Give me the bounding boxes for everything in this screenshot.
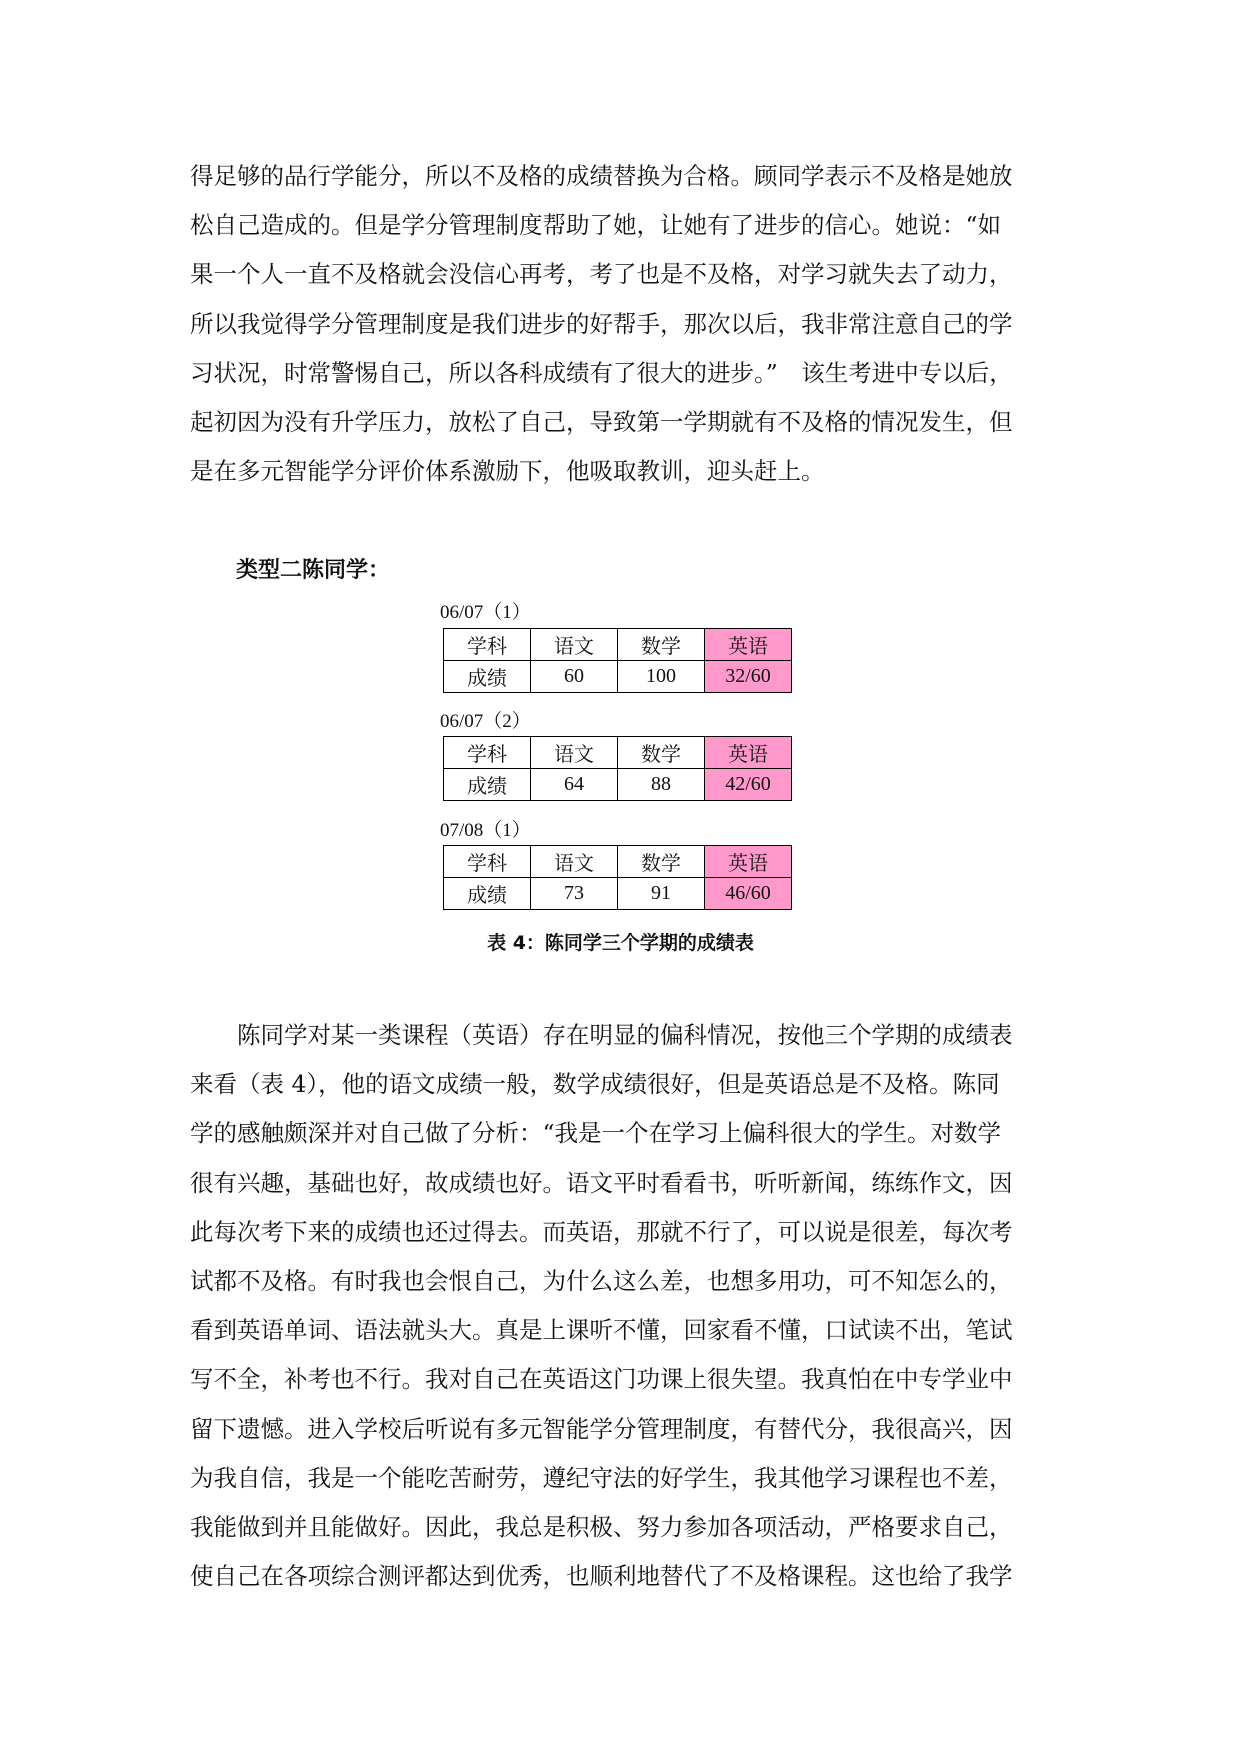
table-cell: 学科 (444, 846, 531, 878)
table-row (444, 661, 792, 693)
table-cell: 60 (531, 661, 618, 693)
grade-table (443, 736, 792, 801)
table-cell: 成绩 (444, 661, 531, 693)
text-line: 试都不及格。有时我也会恨自己，为什么这么差，也想多用功，可不知怎么的， (190, 1267, 1013, 1296)
table-cell-highlight: 42/60 (705, 769, 792, 801)
text-line: 得足够的品行学能分，所以不及格的成绩替换为合格。顾同学表示不及格是她放 (190, 162, 1013, 190)
text-line: 起初因为没有升学压力，放松了自己，导致第一学期就有不及格的情况发生，但 (190, 408, 1013, 437)
text-line: 使自己在各项综合测评都达到优秀，也顺利地替代了不及格课程。这也给了我学 (190, 1562, 1013, 1591)
table-cell: 语文 (531, 629, 618, 661)
table-row (444, 878, 792, 910)
table-cell: 88 (618, 769, 705, 801)
table-cell-highlight: 英语 (705, 737, 792, 769)
semester-label: 07/08（1） (440, 820, 531, 841)
text-line: 来看（表 4），他的语文成绩一般，数学成绩很好，但是英语总是不及格。陈同 (190, 1070, 1000, 1099)
text-line: 为我自信，我是一个能吃苦耐劳，遵纪守法的好学生，我其他学习课程也不差， (190, 1463, 1013, 1492)
text-line: 很有兴趣，基础也好，故成绩也好。语文平时看看书，听听新闻，练练作文，因 (190, 1168, 1013, 1197)
semester-label: 06/07（1） (440, 602, 531, 623)
text-line: 习状况，时常警惕自己，所以各科成绩有了很大的进步。” 该生考进中专以后， (190, 358, 1013, 387)
text-line: 留下遗憾。进入学校后听说有多元智能学分管理制度，有替代分，我很高兴，因 (190, 1414, 1013, 1443)
table-header-row (444, 629, 792, 661)
table-cell: 91 (618, 878, 705, 910)
table-cell-highlight: 英语 (705, 846, 792, 878)
table-cell: 100 (618, 661, 705, 693)
text-line: 松自己造成的。但是学分管理制度帮助了她，让她有了进步的信心。她说：“如 (190, 211, 1002, 240)
text-line: 我能做到并且能做好。因此，我总是积极、努力参加各项活动，严格要求自己， (190, 1513, 1013, 1542)
table-row (444, 769, 792, 801)
table-cell: 语文 (531, 737, 618, 769)
table-cell: 学科 (444, 737, 531, 769)
semester-label: 06/07（2） (440, 711, 531, 732)
text-line: 果一个人一直不及格就会没信心再考，考了也是不及格，对学习就失去了动力， (190, 260, 1013, 289)
table-cell: 数学 (618, 846, 705, 878)
paragraph-2 (190, 1011, 1060, 1601)
table-caption: 表 4：陈同学三个学期的成绩表 (487, 932, 754, 954)
table-cell: 数学 (618, 737, 705, 769)
table-cell-highlight: 46/60 (705, 878, 792, 910)
grade-table (443, 628, 792, 693)
table-cell: 64 (531, 769, 618, 801)
table-cell: 学科 (444, 629, 531, 661)
table-cell: 语文 (531, 846, 618, 878)
text-line: 是在多元智能学分评价体系激励下，他吸取教训，迎头赶上。 (190, 457, 825, 486)
text-line: 学的感触颇深并对自己做了分析：“我是一个在学习上偏科很大的学生。对数学 (190, 1119, 1002, 1148)
grade-table (443, 845, 792, 910)
paragraph-1 (190, 152, 1060, 496)
table-cell: 数学 (618, 629, 705, 661)
table-cell: 73 (531, 878, 618, 910)
table-cell: 成绩 (444, 769, 531, 801)
table-header-row (444, 737, 792, 769)
text-line: 看到英语单词、语法就头大。真是上课听不懂，回家看不懂，口试读不出，笔试 (190, 1316, 1013, 1345)
text-line: 写不全，补考也不行。我对自己在英语这门功课上很失望。我真怕在中专学业中 (190, 1365, 1013, 1394)
table-header-row (444, 846, 792, 878)
table-cell-highlight: 32/60 (705, 661, 792, 693)
text-line: 此每次考下来的成绩也还过得去。而英语，那就不行了，可以说是很差，每次考 (190, 1217, 1013, 1246)
text-line: 所以我觉得学分管理制度是我们进步的好帮手，那次以后，我非常注意自己的学 (190, 309, 1013, 338)
section-heading: 类型二陈同学： (236, 558, 391, 583)
text-line: 陈同学对某一类课程（英语）存在明显的偏科情况，按他三个学期的成绩表 (190, 1021, 1013, 1049)
table-cell: 成绩 (444, 878, 531, 910)
table-cell-highlight: 英语 (705, 629, 792, 661)
